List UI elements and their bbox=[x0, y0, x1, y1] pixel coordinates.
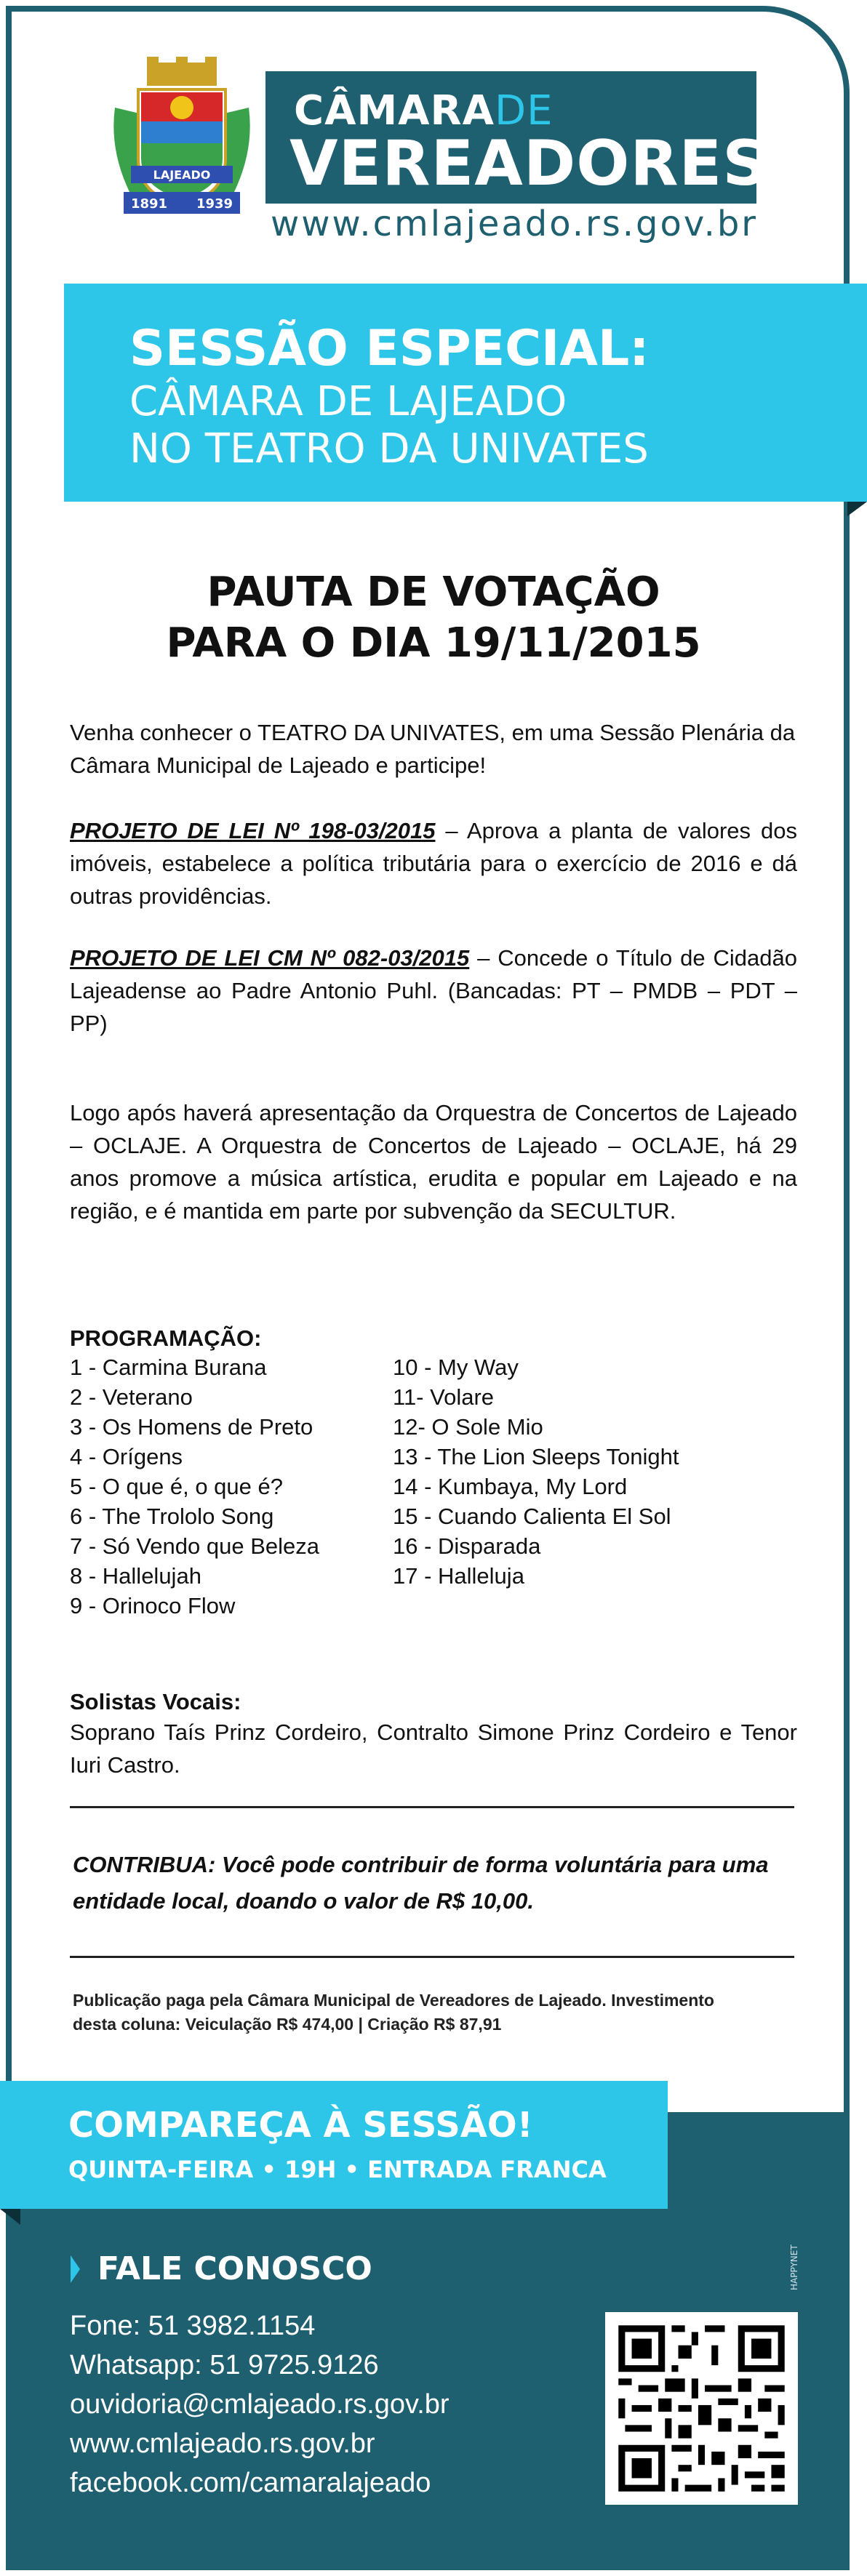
orquestra-paragraph: Logo após haverá apresentação da Orquestra de Concertos de Lajeado – OCLAJE. A Orquestra de Concertos de Lajeado – OCLAJE, há 29 anos promove a música artística, erudita e popular em Lajeado e na região, e é mantida em parte por subvenção da SECULTUR. bbox=[70, 1100, 797, 1224]
program-item: 16 - Disparada bbox=[393, 1533, 541, 1559]
programacao-right-column bbox=[393, 1352, 679, 1591]
contact-phone: Fone: 51 3982.1154 bbox=[70, 2311, 316, 2341]
publicacao-line2: desta coluna: Veiculação R$ 474,00 | Criação R$ 87,91 bbox=[73, 2015, 502, 2034]
banner-title: SESSÃO ESPECIAL: bbox=[129, 320, 650, 377]
program-item: 10 - My Way bbox=[393, 1355, 519, 1380]
program-item: 17 - Halleluja bbox=[393, 1563, 524, 1589]
program-item: 15 - Cuando Calienta El Sol bbox=[393, 1504, 671, 1529]
programacao-title: PROGRAMAÇÃO: bbox=[70, 1325, 262, 1351]
projeto-2-title: PROJETO DE LEI CM Nº 082-03/2015 bbox=[70, 945, 470, 971]
solistas-title: Solistas Vocais: bbox=[70, 1689, 241, 1714]
program-item: 4 - Orígens bbox=[70, 1444, 183, 1469]
brand-title-vereadores: VEREADORES bbox=[289, 127, 769, 200]
projeto-2-text: – Concede o Título de Cidadão Lajeadense ao Padre Antonio Puhl. (Bancadas: PT – PMDB – PDT – PP) bbox=[70, 945, 797, 1036]
fale-conosco-title: FALE CONOSCO bbox=[97, 2250, 372, 2287]
contact-whatsapp: Whatsapp: 51 9725.9126 bbox=[70, 2350, 379, 2380]
program-item: 5 - O que é, o que é? bbox=[70, 1474, 283, 1499]
agency-credit bbox=[787, 2196, 802, 2290]
contribua-text: CONTRIBUA: Você pode contribuir de forma voluntária para uma entidade local, doando o valor de R$ 10,00. bbox=[73, 1852, 769, 1914]
brand-de-text: DE bbox=[494, 87, 554, 135]
program-item: 3 - Os Homens de Preto bbox=[70, 1414, 313, 1440]
intro-paragraph: Venha conhecer o TEATRO DA UNIVATES, em uma Sessão Plenária da Câmara Municipal de Lajeado e participe! bbox=[70, 720, 796, 778]
program-item: 6 - The Trololo Song bbox=[70, 1504, 274, 1529]
divider bbox=[70, 1806, 794, 1808]
program-item: 2 - Veterano bbox=[70, 1384, 193, 1410]
contact-website-link[interactable]: www.cmlajeado.rs.gov.br bbox=[70, 2428, 375, 2459]
cta-title: COMPAREÇA À SESSÃO! bbox=[68, 2105, 533, 2146]
chevron-right-icon bbox=[71, 2255, 80, 2283]
crest-year-left: 1891 bbox=[130, 196, 168, 212]
programacao-left-column bbox=[70, 1352, 319, 1621]
publicacao-note bbox=[73, 1989, 800, 2037]
crest-year-right: 1939 bbox=[196, 196, 233, 212]
publicacao-line1: Publicação paga pela Câmara Municipal de Vereadores de Lajeado. Investimento bbox=[73, 1991, 714, 2010]
program-item: 11- Volare bbox=[393, 1384, 495, 1410]
program-item: 9 - Orinoco Flow bbox=[70, 1593, 236, 1618]
cta-details: QUINTA-FEIRA • 19H • ENTRADA FRANCA bbox=[68, 2156, 607, 2183]
contact-facebook-link[interactable]: facebook.com/camaralajeado bbox=[70, 2468, 431, 2498]
divider bbox=[70, 1956, 794, 1958]
projeto-1-title: PROJETO DE LEI Nº 198-03/2015 bbox=[70, 818, 436, 843]
program-item: 7 - Só Vendo que Beleza bbox=[70, 1533, 319, 1559]
pauta-title-line2: PARA O DIA 19/11/2015 bbox=[166, 619, 701, 667]
crest-motto-text: LAJEADO bbox=[153, 168, 211, 182]
program-item: 8 - Hallelujah bbox=[70, 1563, 201, 1589]
agency-credit-text: HAPPYNET bbox=[789, 2244, 799, 2290]
program-item: 12- O Sole Mio bbox=[393, 1414, 543, 1440]
banner-fold bbox=[847, 502, 867, 516]
solistas-text: Soprano Taís Prinz Cordeiro, Contralto Simone Prinz Cordeiro e Tenor Iuri Castro. bbox=[70, 1720, 797, 1778]
brand-website-url: www.cmlajeado.rs.gov.br bbox=[271, 204, 759, 244]
program-item: 14 - Kumbaya, My Lord bbox=[393, 1474, 628, 1499]
program-item: 1 - Carmina Burana bbox=[70, 1355, 267, 1380]
projeto-1-text: – Aprova a planta de valores dos imóveis, estabelece a política tributária para o exercício de 2016 e dá outras providências. bbox=[70, 818, 797, 909]
banner-subtitle-line2: NO TEATRO DA UNIVATES bbox=[129, 425, 649, 473]
projeto-1-paragraph bbox=[70, 814, 797, 912]
brand-camara-text: CÂMARA bbox=[294, 87, 495, 135]
qr-code-icon bbox=[605, 2312, 798, 2505]
qr-code[interactable] bbox=[605, 2312, 798, 2505]
pauta-title-line1: PAUTA DE VOTAÇÃO bbox=[207, 569, 660, 616]
coat-of-arms-logo bbox=[109, 57, 255, 224]
contact-email-link[interactable]: ouvidoria@cmlajeado.rs.gov.br bbox=[70, 2389, 450, 2420]
program-item: 13 - The Lion Sleeps Tonight bbox=[393, 1444, 679, 1469]
projeto-2-paragraph bbox=[70, 942, 797, 1040]
banner-subtitle-line1: CÂMARA DE LAJEADO bbox=[129, 378, 567, 425]
